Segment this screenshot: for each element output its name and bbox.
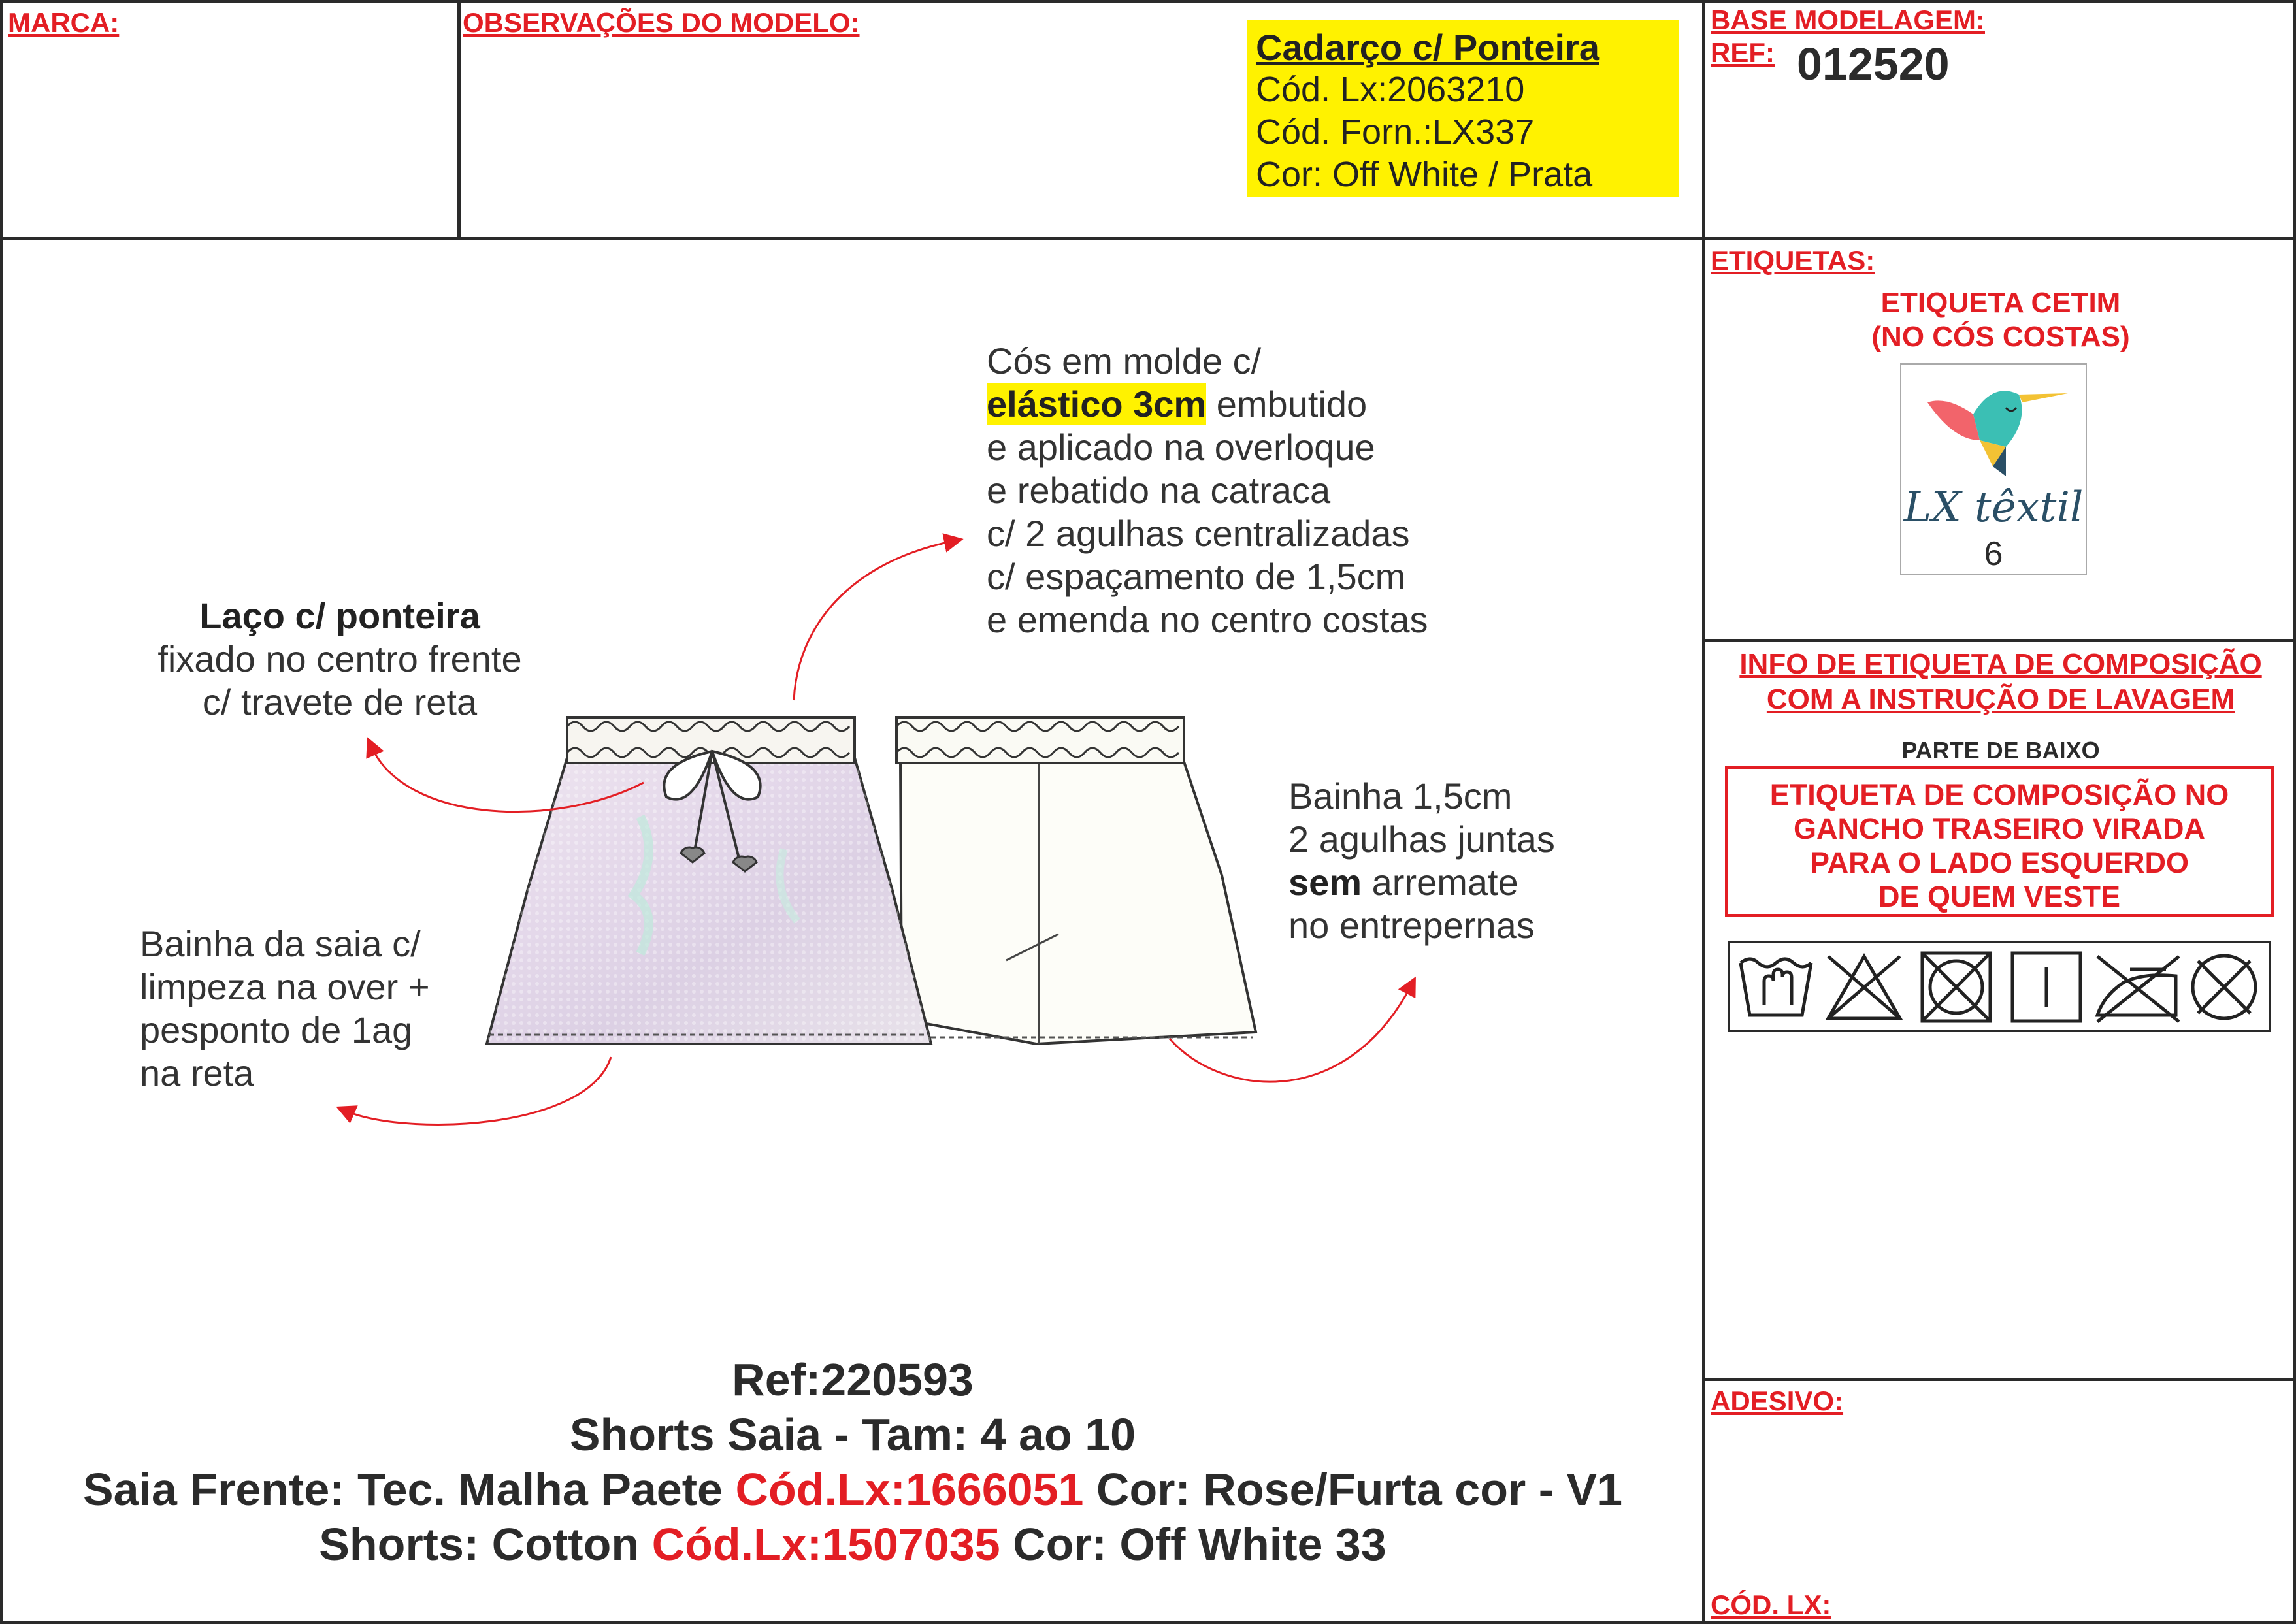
cod-lx-label: CÓD. LX: xyxy=(1711,1589,1831,1620)
trim-line-3: Cor: Off White / Prata xyxy=(1256,155,1593,194)
marca-label: MARCA: xyxy=(8,7,120,38)
skirt-hem-arrow xyxy=(345,1057,611,1124)
base-modelagem-label: BASE MODELAGEM: xyxy=(1711,5,1985,35)
shorts-back xyxy=(896,717,1256,1044)
composition-box: ETIQUETA DE COMPOSIÇÃO NO GANCHO TRASEIRO VIRADA PARA O LADO ESQUERDO DE QUEM VESTE xyxy=(1725,766,2274,917)
ref-label: REF: xyxy=(1711,37,1775,68)
info-title: INFO DE ETIQUETA DE COMPOSIÇÃO COM A INSTRUÇÃO DE LAVAGEM xyxy=(1739,648,2262,715)
cetim-title: ETIQUETA CETIM (NO CÓS COSTAS) xyxy=(1871,287,2130,353)
footer-line-saia: Saia Frente: Tec. Malha Paete Cód.Lx:1666051 Cor: Rose/Furta cor - V1 xyxy=(82,1464,1623,1515)
brand-label xyxy=(1900,363,2087,575)
parte-label: PARTE DE BAIXO xyxy=(1901,737,2100,764)
skirt-hem-note: Bainha da saia c/ limpeza na over + pesponto de 1ag na reta xyxy=(140,923,430,1094)
base-modelagem-cell xyxy=(1702,0,2296,240)
trim-line-1: Cód. Lx:2063210 xyxy=(1256,70,1525,109)
line-dry-icon xyxy=(2012,953,2080,1021)
footer-ref: Ref:220593 xyxy=(732,1354,974,1405)
care-symbols xyxy=(1728,941,2271,1032)
footer-line-shorts: Shorts: Cotton Cód.Lx:1507035 Cor: Off White 33 xyxy=(319,1519,1386,1570)
no-bleach-icon xyxy=(1828,956,1900,1018)
hand-wash-icon xyxy=(1741,959,1811,1015)
no-dry-clean-icon xyxy=(2193,956,2255,1018)
waist-arrow xyxy=(794,541,954,700)
trim-line-2: Cód. Forn.:LX337 xyxy=(1256,112,1535,152)
adesivo-label: ADESIVO: xyxy=(1711,1386,1844,1416)
bow-note: Laço c/ ponteira fixado no centro frente c/ travete de reta xyxy=(157,595,522,723)
no-tumble-dry-icon xyxy=(1922,953,1990,1021)
observacoes-label: OBSERVAÇÕES DO MODELO: xyxy=(463,7,860,38)
no-iron-icon xyxy=(2097,956,2179,1022)
brand-size: 6 xyxy=(1984,535,2003,573)
hummingbird-logo xyxy=(1901,368,2086,493)
shorts-hem-note: Bainha 1,5cm 2 agulhas juntas sem arremate no entrepernas xyxy=(1288,775,1555,946)
ref-value: 012520 xyxy=(1797,39,1950,89)
footer-text xyxy=(13,1352,1692,1572)
skirt-front xyxy=(487,717,931,1044)
brand-logo-text: LX têxtil xyxy=(1903,483,2084,532)
footer-title: Shorts Saia - Tam: 4 ao 10 xyxy=(569,1409,1136,1460)
etiquetas-label: ETIQUETAS: xyxy=(1711,245,1875,276)
trim-title: Cadarço c/ Ponteira xyxy=(1256,27,1599,68)
waist-note: Cós em molde c/ elástico 3cm embutido e aplicado na overloque e rebatido na catraca c/ 2 agulhas centralizadas c/ espaçamento de 1,5cm e emenda no centro costas xyxy=(987,340,1428,640)
